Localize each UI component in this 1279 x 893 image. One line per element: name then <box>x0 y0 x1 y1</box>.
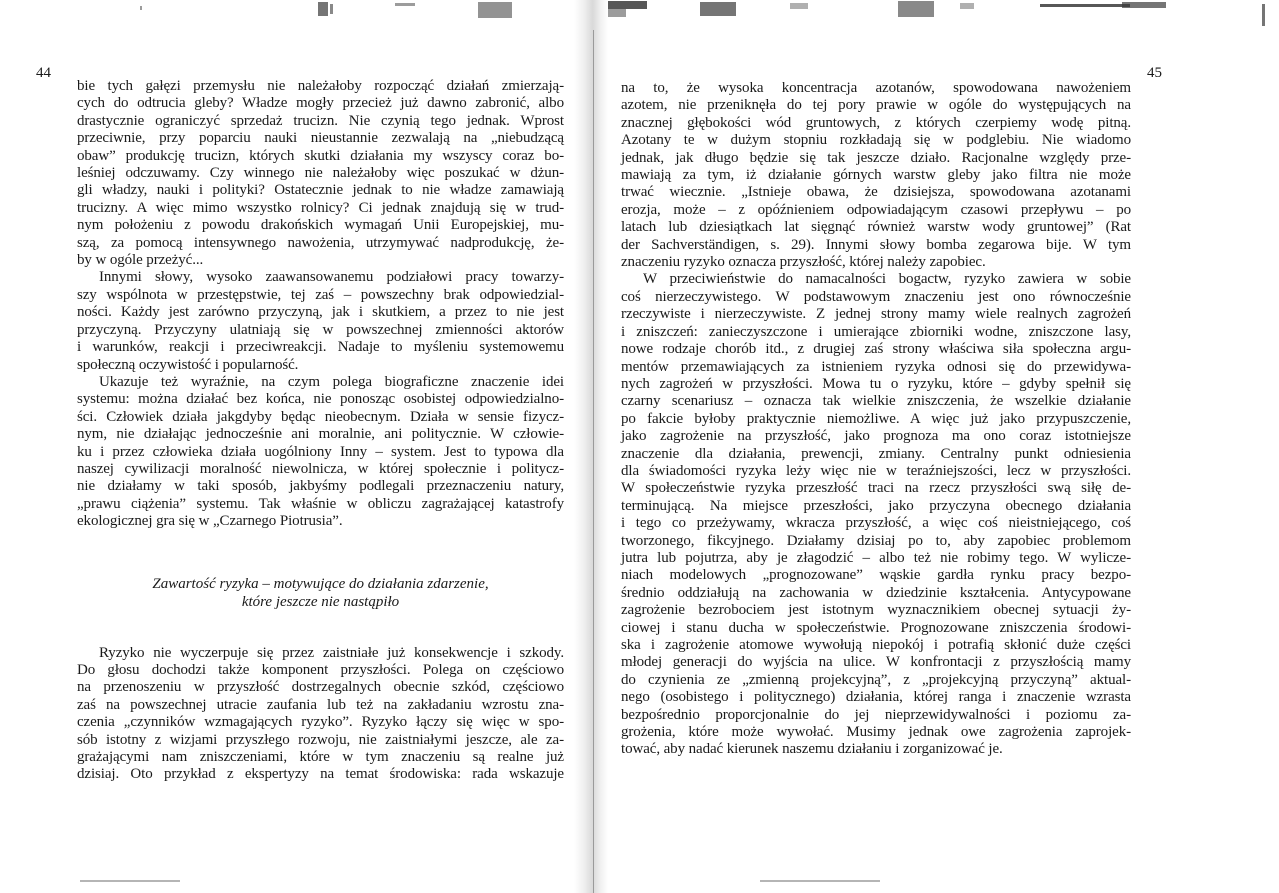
section-heading-line: które jeszcze nie nastąpiło <box>241 593 400 610</box>
text-line: i tego co przeżywamy, wkracza przyszłość, a więc coś nieistniejącego, coś <box>621 515 1131 532</box>
text-line: nie działamy w taki sposób, jakbyśmy podlegali przeznaczeniu natury, <box>77 478 564 495</box>
text-line: czarny scenariusz – oznacza tak wielkie zniszczenia, że wszelkie działanie <box>621 393 1131 410</box>
text-line: der Sachverständigen, s. 29). Innymi słowy bomba zegarowa bije. W tym <box>621 236 1131 253</box>
text-line: grożenia, które może wywołać. Musimy jednak owe zagrożenia zaprojek- <box>621 724 1131 741</box>
text-line: znaczeniu ryzyko oznacza przyszłość, której należy zapobiec. <box>621 254 986 271</box>
left-paragraph-4 <box>77 645 564 784</box>
text-line: sób istotny z wizjami przyszłego rozwoju, nie zaistniałymi jeszcze, ale za- <box>77 731 564 748</box>
text-line: terminującą. Na miejsce przeszłości, jako przyczyna obecnego działania <box>621 497 1131 514</box>
text-line: drastycznie ograniczyć sprzedaż trucizn. Nie czynią tego jednak. Wprost <box>77 112 564 129</box>
left-paragraph-2 <box>77 269 564 373</box>
text-line: nych zagrożeń w przyszłości. Mowa tu o ryzyku, które – gdyby spełnił się <box>621 375 1131 392</box>
text-line: cych do odtrucia gleby? Władze mogły przecież już dawno zabronić, albo <box>77 95 564 112</box>
text-line: systemu: można działać bez końca, nie ponosząc osobistej odpowiedzialno- <box>77 391 564 408</box>
left-page-column <box>77 78 564 784</box>
book-gutter-shadow <box>574 0 608 893</box>
text-line: jutra lub pojutrza, aby je złagodzić – albo też nie robimy tego. W wylicze- <box>621 549 1131 566</box>
text-line: Azotany te w dużym stopniu rozkładają się w podglebiu. Nie wiadomo <box>621 132 1131 149</box>
text-line: nym, nie działając jednocześnie ani moralnie, ani politycznie. W człowie- <box>77 426 564 443</box>
text-line: nym położeniu z powodu drakońskich wymagań Unii Europejskiej, mu- <box>77 217 564 234</box>
text-line: W przeciwieństwie do namacalności bogactw, ryzyko zawiera w sobie <box>643 271 1131 288</box>
text-line: Ukazuje też wyraźnie, na czym polega biograficzne znaczenie idei <box>99 373 564 390</box>
text-line: przeciwnie, przy poparciu nauki nieustannie zezwalają na „niebudzącą <box>77 130 564 147</box>
text-line: dzisiaj. Oto przykład z ekspertyzy na temat środowiska: rada wskazuje <box>77 766 564 783</box>
text-line: „prawu ciążenia” systemu. Tak właśnie w obliczu zagrażającej katastrofy <box>77 495 564 512</box>
text-line: Innymi słowy, wysoko zaawansowanemu podziałowi pracy towarzy- <box>99 269 564 286</box>
text-line: gli władzy, nauki i polityki? Ostatecznie jednak to nie władze zamawiają <box>77 182 564 199</box>
text-line: naszej cywilizacji moralność niewolnicza, w której społecznie i politycz- <box>77 460 564 477</box>
text-line: ści. Człowiek działa jakgdyby będąc nieobecnym. Działa w sensie fizycz- <box>77 408 564 425</box>
text-line: coś nierzeczywistego. W podstawowym znaczeniu jest ono równocześnie <box>621 288 1131 305</box>
text-line: tować, aby nadać kierunek naszemu działaniu i zorganizować je. <box>621 741 1003 758</box>
text-line: na to, że wysoka koncentracja azotanów, spowodowana nawożeniem <box>621 80 1131 96</box>
text-line: ska i zagrożenie atomowe wywołują niepokój i potrafią skłonić duże części <box>621 637 1131 653</box>
text-line: grażającymi nam zniszczeniami, które w tym znaczeniu są realne już <box>77 749 564 765</box>
text-line: do czynienia ze „zmienną projekcyjną”, z „projekcyjną przyczyną” aktual- <box>621 671 1131 688</box>
scan-noise-top <box>0 0 1279 40</box>
text-line: latach lub dziesiątkach lat sięgnąć również warstw wody gruntowej” (Rat <box>621 219 1131 236</box>
text-line: szą, za pomocą intensywnego nawożenia, utrzymywać nadprodukcję, że- <box>77 234 564 251</box>
section-heading-line: Zawartość ryzyka – motywujące do działania zdarzenie, <box>152 575 489 592</box>
right-paragraph-2 <box>621 271 1131 758</box>
text-line: nowe rodzaje chorób itd., z drugiej zaś strony właściwa siła społeczna argu- <box>621 341 1131 358</box>
text-line: leśniej odczuwamy. Czy winnego nie należałoby więc poszukać w dżun- <box>77 165 564 182</box>
text-line: tworzonego, fikcyjnego. Działamy dzisiaj po to, aby zapobiec problemom <box>621 532 1131 549</box>
text-line: po fakcie byłoby praktycznie niemożliwe. A więc już jako przypuszczenie, <box>621 410 1131 427</box>
text-line: Do głosu dochodzi także komponent przyszłości. Polega on częściowo <box>77 661 564 678</box>
text-line: szy wspólnota w przestępstwie, tej zaś – powszechny brak odpowiedzial- <box>77 286 564 303</box>
text-line: trwać wiecznie. „Istnieje obawa, że dzisiejsza, spowodowana azotanami <box>621 184 1131 201</box>
text-line: dla świadomości ryzyka leży więc nie w teraźniejszości, lecz w przyszłości. <box>621 462 1131 479</box>
page-number-left: 44 <box>36 65 51 81</box>
text-line: mawiają za tym, iż działanie górnych warstw gleby jako filtra nie może <box>621 167 1131 184</box>
text-line: przyczyną. Przyczyny ulatniają się w powszechnej zmienności aktorów <box>77 321 564 338</box>
scan-noise-bottom <box>80 880 180 882</box>
right-paragraph-1 <box>621 80 1131 271</box>
text-line: znacznej głębokości wód gruntowych, z których czerpiemy wodę pitną. <box>621 114 1131 131</box>
text-line: trucizny. A więc mimo wszystko rolnicy? Ci jednak znajdują się w trud- <box>77 199 564 216</box>
text-line: Ryzyko nie wyczerpuje się przez zaistniałe już konsekwencje i szkody. <box>99 644 564 661</box>
text-line: bie tych gałęzi przemysłu nie należałoby rozpocząć działań zmierzają- <box>77 78 564 94</box>
text-line: niach modelowych „prognozowane” wąskie gardła rynku pracy bezpo- <box>621 567 1131 584</box>
text-line: młodej generacji do wyjścia na ulice. W konfrontacji z przyszłością mamy <box>621 654 1131 671</box>
text-line: czenia „czynników wzmagających ryzyko”. Ryzyko łączy się więc w spo- <box>77 714 564 731</box>
scan-noise-bottom <box>760 880 880 882</box>
text-line: zaś na powszechnej utracie zaufania lub też na zakładaniu wzrostu zna- <box>77 696 564 713</box>
text-line: ności. Każdy jest zarówno przyczyną, jak i skutkiem, a przez to nie jest <box>77 304 564 321</box>
text-line: bezpośrednio proporcjonalnie do jej nieprzewidywalności i poziomu za- <box>621 706 1131 723</box>
text-line: obaw” produkcję trucizn, których skutki działania my wszyscy coraz bo- <box>77 147 564 164</box>
text-line: ekologicznej gra się w „Czarnego Piotrusia”. <box>77 513 343 530</box>
book-gutter-line <box>593 30 594 893</box>
text-line: ku i przez człowieka działa uogólniony Inny – system. Jest to typowa dla <box>77 443 564 460</box>
text-line: zagrożenie bezrobociem jest istotnym wyznacznikiem obecnej sytuacji ży- <box>621 602 1131 619</box>
text-line: mentów przemawiających za istnieniem ryzyka odnosi się do przewidywa- <box>621 358 1131 375</box>
left-paragraph-1 <box>77 78 564 269</box>
right-page-column <box>621 80 1131 759</box>
text-line: by w ogóle przeżyć... <box>77 252 204 269</box>
text-line: znaczenie dla działania, prewencji, zmiany. Centralny punkt odniesienia <box>621 445 1131 462</box>
text-line: społeczną oczywistość i popularność. <box>77 356 299 373</box>
text-line: nego (osobistego i politycznego) działania, której ranga i znaczenie wzrasta <box>621 689 1131 706</box>
text-line: jako zagrożenie na przyszłość, jako prognoza ma ono coraz istotniejsze <box>621 428 1131 445</box>
left-paragraph-3 <box>77 374 564 531</box>
text-line: jednak, jak długo będzie się tak jeszcze działo. Racjonalne względy prze- <box>621 149 1131 166</box>
text-line: na przenoszeniu w przyszłość dostrzegalnych obecnie szkód, częściowo <box>77 679 564 696</box>
text-line: ciowej i stanu ducha w społeczeństwie. Prognozowane zniszczenia środowi- <box>621 619 1131 636</box>
text-line: W społeczeństwie ryzyka przeszłość traci na rzecz przyszłości swą siłę de- <box>621 480 1131 497</box>
text-line: i zniszczeń: zanieczyszczone i umierające zbiorniki wodne, zniszczone lasy, <box>621 323 1131 340</box>
text-line: azotem, nie przeniknęła do tej pory prawie w ogóle do występujących na <box>621 97 1131 114</box>
page-number-right: 45 <box>1147 65 1162 81</box>
section-heading <box>77 575 564 611</box>
text-line: rzeczywiste i nierzeczywiste. Z jednej strony mamy wiele realnych zagrożeń <box>621 306 1131 323</box>
text-line: erozja, może – z opóźnieniem odpowiadającym czasowi przepływu – po <box>621 201 1131 218</box>
text-line: średnio oddziałują na zachowania w dziedzinie kształcenia. Antycypowane <box>621 584 1131 601</box>
text-line: i warunków, reakcji i przeciwreakcji. Nadaje to myśleniu systemowemu <box>77 339 564 356</box>
